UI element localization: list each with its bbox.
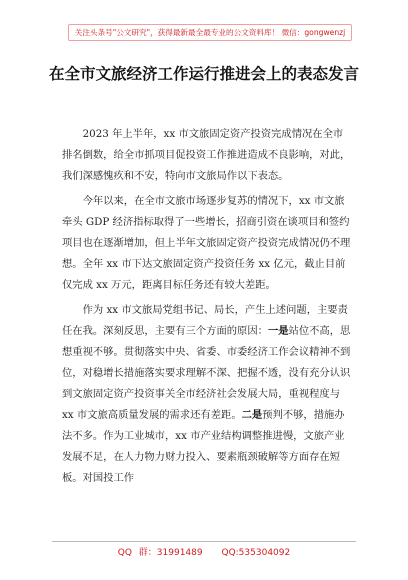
document-body (62, 124, 352, 489)
footer-qq-group: QQ 群：31991489 (117, 548, 203, 558)
paragraph-1 (62, 124, 352, 187)
footer-qq: QQ:535304092 (221, 548, 291, 558)
point-one-label: 一是 (267, 325, 289, 337)
footer-divider (52, 541, 356, 542)
point-two-label: 二是 (241, 409, 263, 421)
page-title: 在全市文旅经济工作运行推进会上的表态发言 (48, 64, 359, 83)
paragraph-1-text: 2023 年上半年，xx 市文旅固定资产投资完成情况在全市排名倒数，给全市抓项目促投资工作推进造成不良影响，对此，我们深感愧疚和不安，特向市文旅局作以下表态。 (62, 128, 351, 182)
header-banner: 关注头条号"公文研究"，获得最新最全最专业的公文资料库！ 微信：gongwenzj (68, 24, 352, 41)
paragraph-3-text-a: 作为 xx 市文旅局党组书记、局长，产生上述问题，主要责任在我。深刻反思，主要有三个方面的原因： (62, 304, 348, 337)
paragraph-3 (62, 300, 352, 489)
paragraph-3-text-c: 预判不够，措施办法不多。作为工业城市，xx 市产业结构调整推进慢，文旅产业发展不足，在人力物力财力投入、要素瓶颈破解等方面存在短板。对国投工作 (62, 409, 345, 484)
paragraph-2-text: 今年以来，在全市文旅市场逐步复苏的情况下，xx 市文旅牵头 GDP 经济指标取得了一些增长，招商引资在谈项目和签约项目也在逐渐增加，但上半年文旅固定资产投资完成情况仍不理想。全年 xx 市下达文旅固定资产投资任务 xx 亿元，截止目前仅完成 xx 万元，距离目标任务还有较大差距。 (62, 195, 351, 291)
paragraph-3-text-b: 站位不高，思想重视不够。贯彻落实中央、省委、市委经济工作会议精神不到位，对稳增长措施落实要求理解不深、把握不透，没有充分认识到文旅固定资产投资事关全市经济社会发展大局，重视程度与 xx 市文旅高质量发展的需求还有差距。 (62, 325, 351, 421)
paragraph-2 (62, 191, 352, 296)
footer (0, 545, 408, 558)
